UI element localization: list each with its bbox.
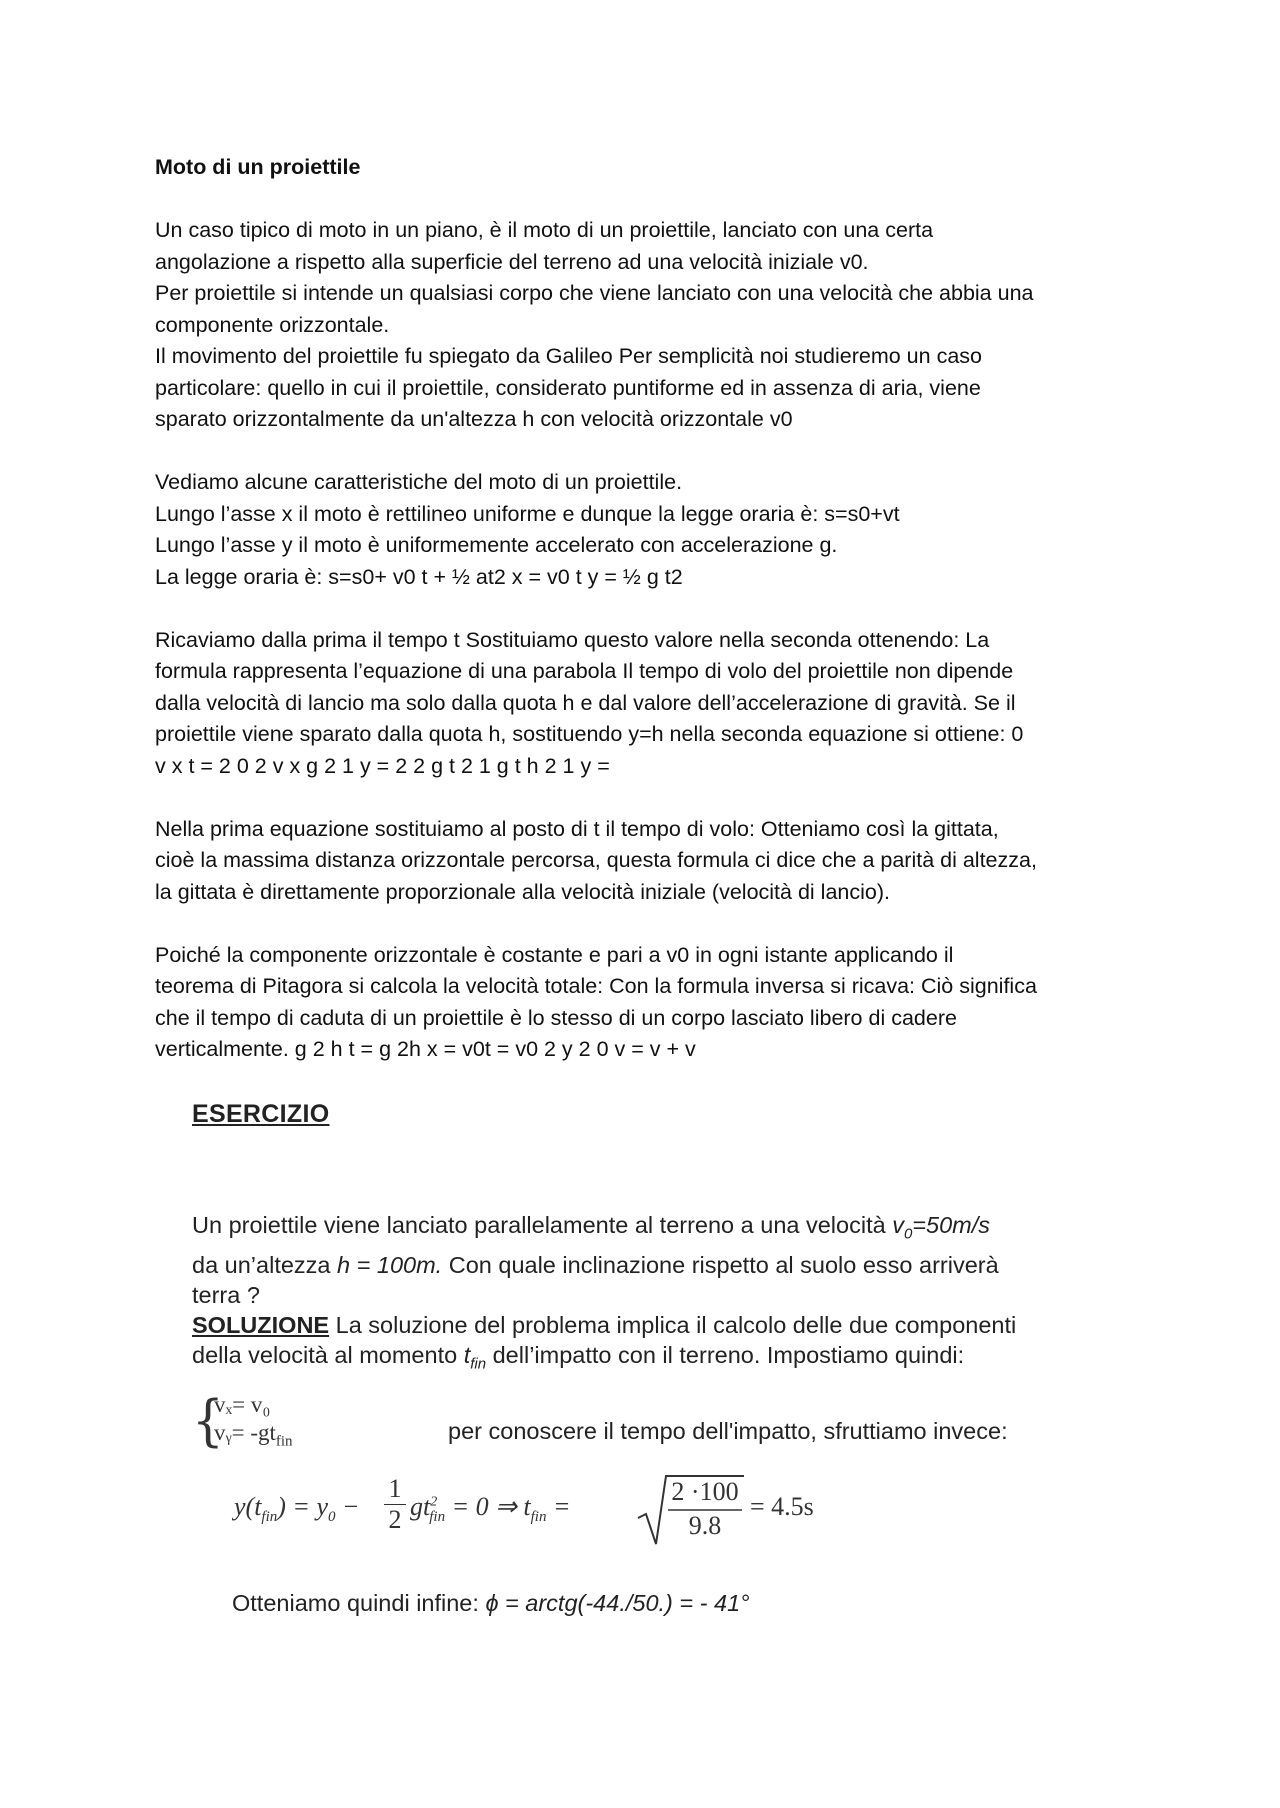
v-subscript: 0: [903, 1225, 913, 1243]
text-line: la gittata è direttamente proporzionale alla velocità iniziale (velocità di lancio).: [155, 879, 890, 904]
document-title: Moto di un proiettile: [155, 155, 361, 179]
text-line: dalla velocità di lancio ma solo dalla quota h e dal valore dell’accelerazione di gravità. Se il: [155, 690, 1016, 715]
formula-text: ) = y: [277, 1492, 329, 1521]
system-equation-2: [214, 1420, 293, 1451]
impact-time-formula: [234, 1470, 934, 1550]
v-value: =50m/s: [912, 1212, 991, 1238]
formula-text: = 0 ⇒ t: [445, 1492, 531, 1521]
formula-subscript: 0: [328, 1509, 336, 1526]
paragraph-range: [155, 814, 1135, 909]
text-line: teorema di Pitagora si calcola la velocità totale: Con la formula inversa si ricava: Ciò significa: [155, 974, 1037, 998]
t-subscript: fin: [470, 1355, 487, 1373]
problem-line: [192, 1250, 1132, 1280]
text-line: cioè la massima distanza orizzontale percorsa, questa formula ci dice che a parità di altezza,: [155, 848, 1037, 872]
sqrt-numerator: 2 ·100: [671, 1477, 739, 1506]
system-equation-1: vₓ= v₀: [214, 1392, 271, 1417]
problem-line: [192, 1210, 1132, 1250]
text-line: v x t = 2 0 2 v x g 2 1 y = 2 2 g t 2 1 g t h 2 1 y =: [155, 753, 610, 778]
text-line: Nella prima equazione sostituiamo al posto di t il tempo di volo: Otteniamo così la gittata,: [155, 816, 999, 841]
formula-text: =: [546, 1492, 571, 1521]
t-fin: [463, 1341, 487, 1373]
typed-text: [155, 152, 1135, 1097]
final-text: Otteniamo quindi infine:: [232, 1590, 486, 1616]
text-line: Per proiettile si intende un qualsiasi corpo che viene lanciato con una velocità che abbia una: [155, 281, 1034, 305]
text-line: La legge oraria è: s=s0+ v0 t + ½ at2 x = v0 t y = ½ g t2: [155, 564, 683, 589]
paragraph-time: [155, 625, 1135, 783]
solution-line: [192, 1310, 1132, 1340]
text-line: verticalmente. g 2 h t = g 2h x = v0t = v0 2 y 2 0 v = v + v: [155, 1037, 696, 1061]
initial-velocity: [892, 1212, 991, 1243]
paragraph-velocity: [155, 940, 1135, 1066]
paragraph-intro: [155, 215, 1135, 436]
exercise-heading: ESERCIZIO: [192, 1100, 330, 1128]
text-line: Ricaviamo dalla prima il tempo t Sostituiamo questo valore nella seconda ottenendo: La: [155, 627, 990, 652]
final-angle: ϕ = arctg(-44./50.) = - 41°: [485, 1590, 750, 1616]
square-root-icon: [234, 1470, 934, 1550]
system-note: per conoscere il tempo dell'impatto, sfruttiamo invece:: [448, 1418, 1008, 1444]
text-line: sparato orizzontalmente da un'altezza h con velocità orizzontale v0: [155, 407, 793, 431]
eq-text: vᵧ= -gt: [214, 1420, 276, 1445]
problem-text: Con quale inclinazione rispetto al suolo esso arriverà: [442, 1251, 999, 1278]
text-line: Il movimento del proiettile fu spiegato da Galileo Per semplicità noi studieremo un caso: [155, 344, 982, 368]
height-value: h = 100m.: [337, 1251, 443, 1278]
text-line: formula rappresenta l’equazione di una parabola Il tempo di volo del proiettile non dipende: [155, 659, 1014, 683]
problem-line: terra ?: [192, 1281, 260, 1308]
text-line: Vediamo alcune caratteristiche del moto di un proiettile.: [155, 470, 683, 494]
formula-text: gt: [410, 1492, 431, 1521]
formula-subscript: fin: [429, 1509, 446, 1526]
text-line: Lungo l’asse y il moto è uniformemente accelerato con accelerazione g.: [155, 533, 838, 557]
solution-text: La soluzione del problema implica il calcolo delle due componenti: [329, 1311, 1017, 1338]
sqrt-fraction: [668, 1477, 742, 1541]
text-line: Un caso tipico di moto in un piano, è il moto di un proiettile, lanciato con una certa: [155, 218, 934, 242]
paragraph-characteristics: [155, 467, 1135, 593]
exercise-problem: [192, 1210, 1132, 1379]
problem-text: Un proiettile viene lanciato parallelamente al terreno a una velocità: [192, 1212, 893, 1238]
text-line: particolare: quello in cui il proiettile, considerato puntiforme ed in assenza di aria, viene: [155, 375, 981, 400]
brace-symbol: {: [192, 1389, 224, 1453]
final-result: [232, 1590, 750, 1617]
fraction-numerator: 1: [388, 1474, 402, 1503]
formula-text: y(t: [234, 1492, 262, 1521]
v-symbol: v: [892, 1212, 904, 1238]
formula-result: = 4.5s: [750, 1492, 814, 1521]
problem-text: da un’altezza: [192, 1251, 338, 1278]
formula-subscript: fin: [530, 1509, 547, 1526]
text-line: Poiché la componente orizzontale è costante e pari a v0 in ogni istante applicando il: [155, 942, 954, 967]
formula-subscript: fin: [261, 1509, 278, 1526]
solution-text: della velocità al momento: [192, 1341, 464, 1368]
fraction-denominator: 2: [388, 1505, 402, 1534]
t-symbol: t: [463, 1341, 471, 1368]
formula-text: −: [335, 1492, 360, 1521]
text-line: Lungo l’asse x il moto è rettilineo uniforme e dunque la legge oraria è: s=s0+vt: [155, 501, 900, 526]
equation-system: [192, 1390, 1132, 1460]
sqrt-denominator: 9.8: [688, 1511, 722, 1540]
formula-superscript: 2: [430, 1494, 438, 1510]
solution-text: dell’impatto con il terreno. Impostiamo quindi:: [486, 1341, 965, 1368]
text-line: proiettile viene sparato dalla quota h, sostituendo y=h nella seconda equazione si ottiene: 0: [155, 722, 1024, 746]
solution-line: [192, 1340, 1132, 1380]
text-line: componente orizzontale.: [155, 312, 390, 337]
solution-label: SOLUZIONE: [192, 1311, 330, 1338]
text-line: angolazione a rispetto alla superficie del terreno ad una velocità iniziale v0.: [155, 249, 869, 274]
text-line: che il tempo di caduta di un proiettile è lo stesso di un corpo lasciato libero di cadere: [155, 1005, 957, 1030]
eq-subscript: fin: [275, 1433, 293, 1450]
